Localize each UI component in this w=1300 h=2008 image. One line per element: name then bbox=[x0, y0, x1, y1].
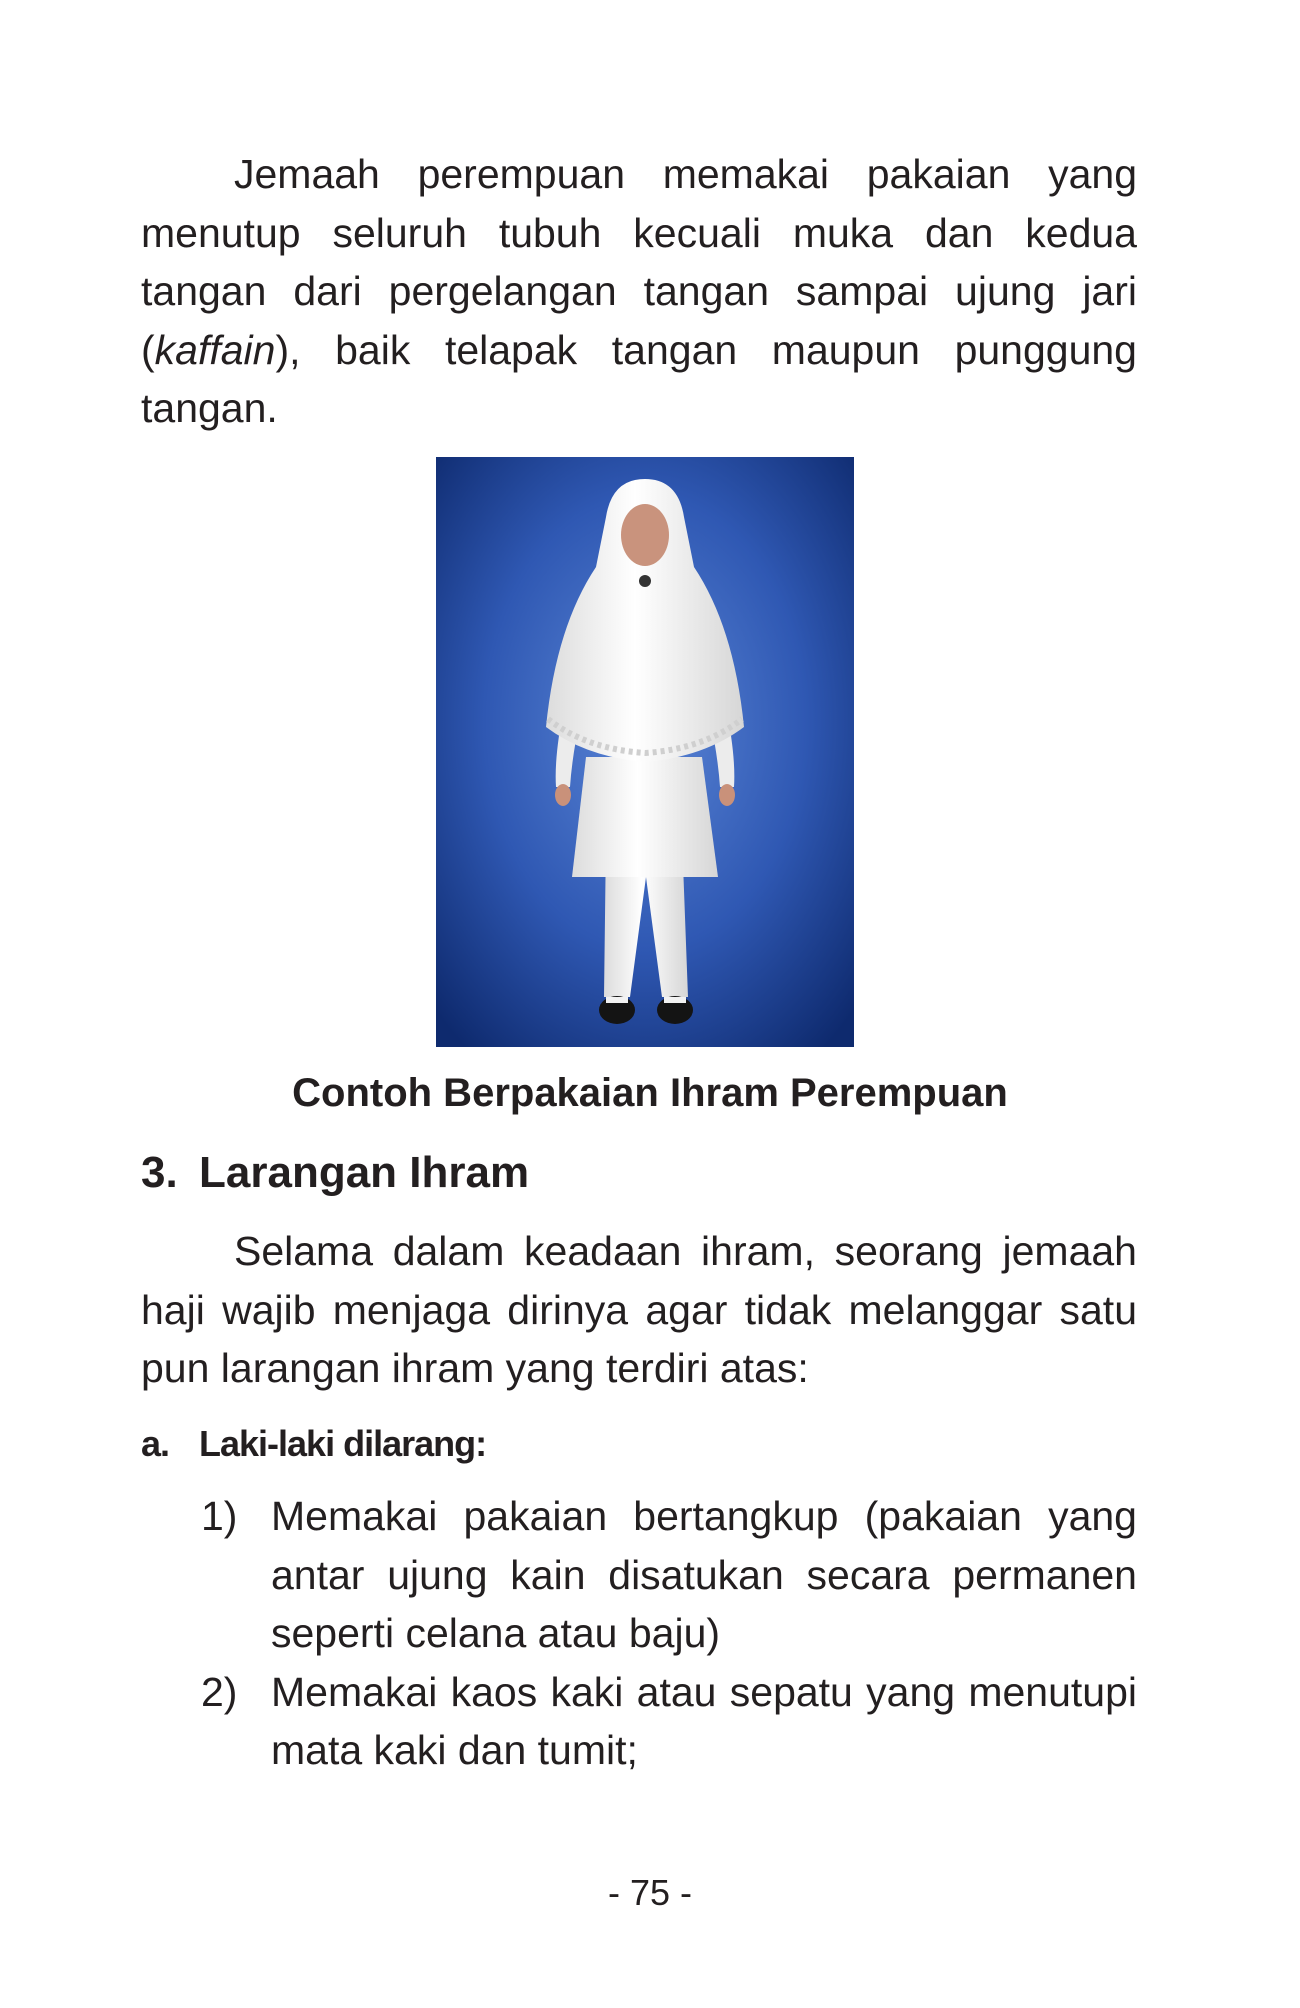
section-paragraph bbox=[141, 1222, 1137, 1398]
list-item-text: Memakai pakaian bertangkup (pakaian yang antar ujung kain disatukan secara permanen seperti celana atau baju) bbox=[271, 1493, 1137, 1656]
page-number: - 75 - bbox=[607, 1872, 693, 1913]
left-hand bbox=[555, 784, 571, 806]
list-item bbox=[141, 1663, 1137, 1780]
list-item-text: Memakai kaos kaki atau sepatu yang menutupi mata kaki dan tumit; bbox=[271, 1668, 1137, 1773]
subsection-title: Laki-laki dilarang: bbox=[199, 1423, 487, 1464]
subsection-letter: a. bbox=[141, 1423, 170, 1464]
brooch bbox=[639, 575, 651, 587]
ihram-woman-photo bbox=[436, 457, 854, 1047]
section-title: Larangan Ihram bbox=[199, 1148, 530, 1197]
prohibition-list bbox=[141, 1487, 1137, 1780]
tunic bbox=[572, 757, 718, 877]
list-item bbox=[141, 1487, 1137, 1663]
section-heading bbox=[141, 1146, 529, 1200]
section-paragraph-text: Selama dalam keadaan ihram, seorang jemaah haji wajib menjaga dirinya agar tidak melanggar satu pun larangan ihram yang terdiri atas: bbox=[141, 1228, 1137, 1391]
subsection-heading bbox=[141, 1420, 486, 1468]
intro-text-part-2: ), baik telapak tangan maupun punggung tangan. bbox=[141, 326, 1137, 431]
list-marker: 1) bbox=[201, 1493, 238, 1539]
intro-text-part-1: Jemaah perempuan memakai pakaian yang menutup seluruh tubuh kecuali muka dan kedua tangan dari pergelangan tangan sampai ujung jari ( bbox=[141, 151, 1137, 373]
list-marker: 2) bbox=[201, 1668, 238, 1715]
right-hand bbox=[719, 784, 735, 806]
face bbox=[621, 504, 669, 566]
intro-paragraph bbox=[141, 145, 1137, 438]
intro-italic-term: kaffain bbox=[154, 326, 276, 373]
section-number: 3. bbox=[141, 1148, 178, 1197]
figure-caption: Contoh Berpakaian Ihram Perempuan bbox=[292, 1071, 1008, 1115]
